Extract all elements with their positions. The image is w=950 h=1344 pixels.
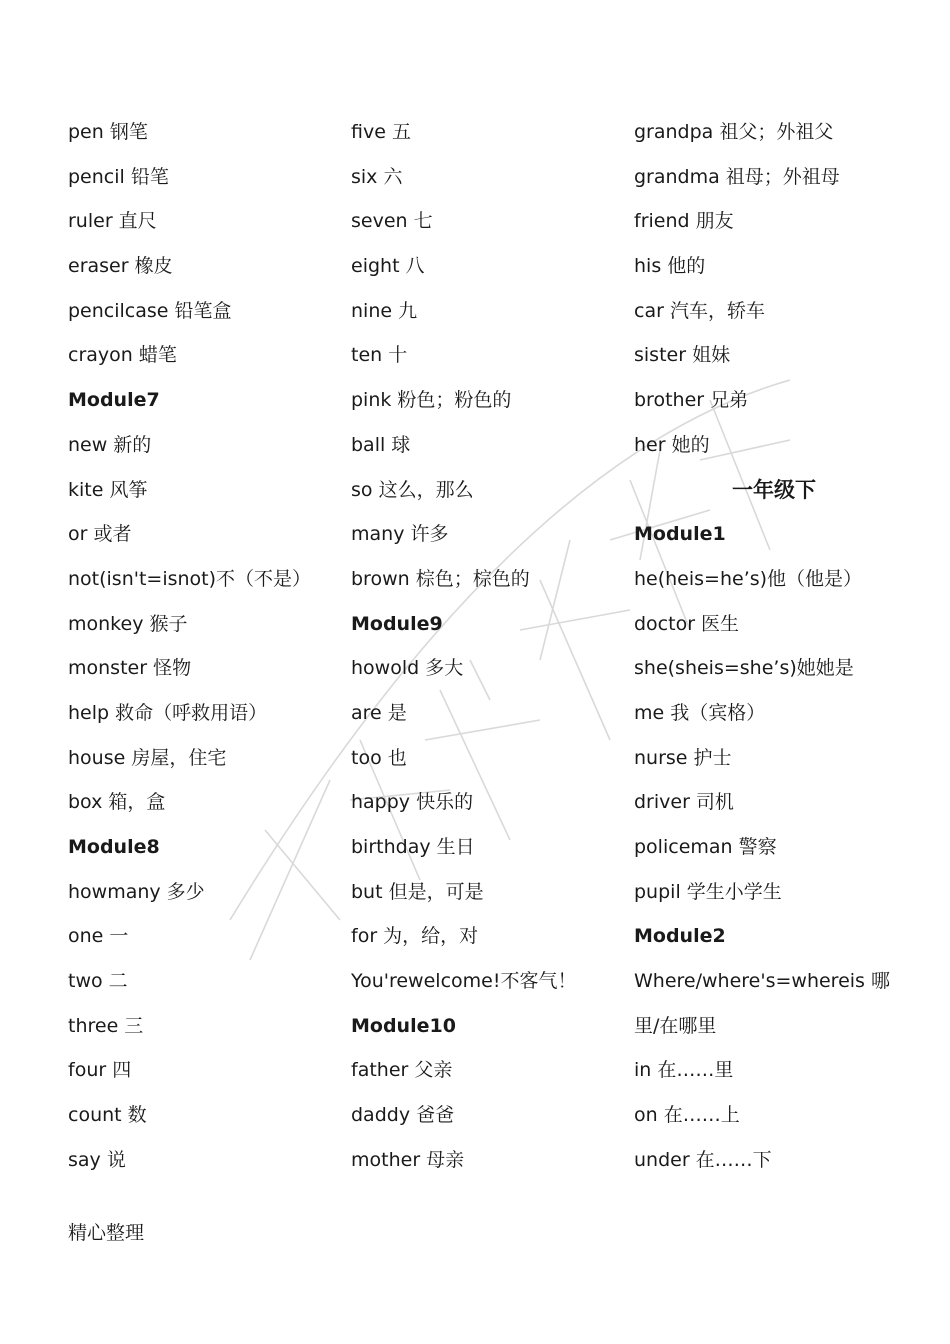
word-entry: under 在……下 <box>634 1148 772 1171</box>
module-heading: Module8 <box>68 836 160 858</box>
word-entry: me 我（宾格） <box>634 701 766 724</box>
word-entry: count 数 <box>68 1104 147 1127</box>
word-entry: daddy 爸爸 <box>351 1104 455 1127</box>
word-entry: box 箱，盒 <box>68 791 166 814</box>
section-heading: 一年级下 <box>732 477 816 502</box>
word-entry: mother 母亲 <box>351 1148 465 1171</box>
word-entry: howold 多大 <box>351 657 464 680</box>
word-entry: on 在……上 <box>634 1104 740 1127</box>
word-column-2 <box>351 110 621 1183</box>
word-entry: eight 八 <box>351 255 425 278</box>
word-column-1 <box>68 110 338 1183</box>
word-entry: seven 七 <box>351 210 433 233</box>
word-entry: but 但是，可是 <box>351 880 484 903</box>
word-entry: five 五 <box>351 121 411 143</box>
word-column-3 <box>634 110 894 1183</box>
word-entry: eraser 橡皮 <box>68 255 173 278</box>
word-entry: grandma 祖母；外祖母 <box>634 165 840 188</box>
word-entry: pen 钢笔 <box>68 121 148 143</box>
word-entry: brown 棕色；棕色的 <box>351 567 530 590</box>
word-entry: she(sheis=she’s)她她是 <box>634 657 854 680</box>
word-entry: car 汽车，轿车 <box>634 299 765 322</box>
word-entry: so 这么，那么 <box>351 478 474 501</box>
word-entry: 里/在哪里 <box>634 1014 717 1037</box>
word-entry: crayon 蜡笔 <box>68 344 177 367</box>
word-entry: pupil 学生小学生 <box>634 880 782 903</box>
module-heading: Module1 <box>634 523 726 546</box>
page-footer: 精心整理 <box>68 1222 145 1244</box>
word-entry: monster 怪物 <box>68 657 192 680</box>
word-entry: sister 姐妹 <box>634 344 731 367</box>
word-entry: in 在……里 <box>634 1059 734 1082</box>
word-entry: new 新的 <box>68 433 152 456</box>
word-entry: ball 球 <box>351 433 411 456</box>
module-heading: Module2 <box>634 925 726 948</box>
word-entry: he(heis=he’s)他（他是） <box>634 567 863 590</box>
word-entry: six 六 <box>351 165 403 188</box>
word-entry: doctor 医生 <box>634 612 740 635</box>
word-entry: howmany 多少 <box>68 880 205 903</box>
word-entry: pencil 铅笔 <box>68 165 169 188</box>
word-entry: her 她的 <box>634 433 710 456</box>
word-entry: his 他的 <box>634 255 706 278</box>
word-entry: say 说 <box>68 1148 126 1171</box>
word-entry: father 父亲 <box>351 1059 453 1082</box>
word-entry: ruler 直尺 <box>68 210 157 233</box>
word-entry: not(isn't=isnot)不（不是） <box>68 567 312 590</box>
word-entry: brother 兄弟 <box>634 389 749 412</box>
word-entry: for 为，给，对 <box>351 925 479 948</box>
word-entry: driver 司机 <box>634 791 734 814</box>
word-entry: pink 粉色；粉色的 <box>351 389 512 412</box>
word-entry: help 救命（呼救用语） <box>68 701 268 724</box>
word-entry: monkey 猴子 <box>68 612 188 635</box>
word-entry: happy 快乐的 <box>351 791 474 814</box>
module-heading: Module7 <box>68 389 160 412</box>
word-entry: kite 风筝 <box>68 478 148 501</box>
word-entry: birthday 生日 <box>351 836 475 858</box>
word-entry: You'rewelcome!不客气！ <box>351 970 577 993</box>
word-entry: grandpa 祖父；外祖父 <box>634 121 834 143</box>
module-heading: Module10 <box>351 1014 456 1037</box>
word-entry: friend 朋友 <box>634 210 734 233</box>
word-entry: four 四 <box>68 1059 132 1082</box>
word-entry: house 房屋，住宅 <box>68 746 227 769</box>
word-entry: nine 九 <box>351 299 418 322</box>
word-entry: one 一 <box>68 925 129 948</box>
word-entry: ten 十 <box>351 344 408 367</box>
word-entry: Where/where's=whereis 哪 <box>634 970 890 993</box>
word-entry: are 是 <box>351 701 407 724</box>
word-entry: two 二 <box>68 970 128 993</box>
module-heading: Module9 <box>351 612 443 635</box>
word-entry: nurse 护士 <box>634 746 732 769</box>
word-entry: many 许多 <box>351 523 449 546</box>
word-entry: policeman 警察 <box>634 836 777 858</box>
word-entry: too 也 <box>351 746 407 769</box>
word-entry: pencilcase 铅笔盒 <box>68 299 232 322</box>
word-entry: three 三 <box>68 1014 144 1037</box>
word-entry: or 或者 <box>68 523 132 546</box>
